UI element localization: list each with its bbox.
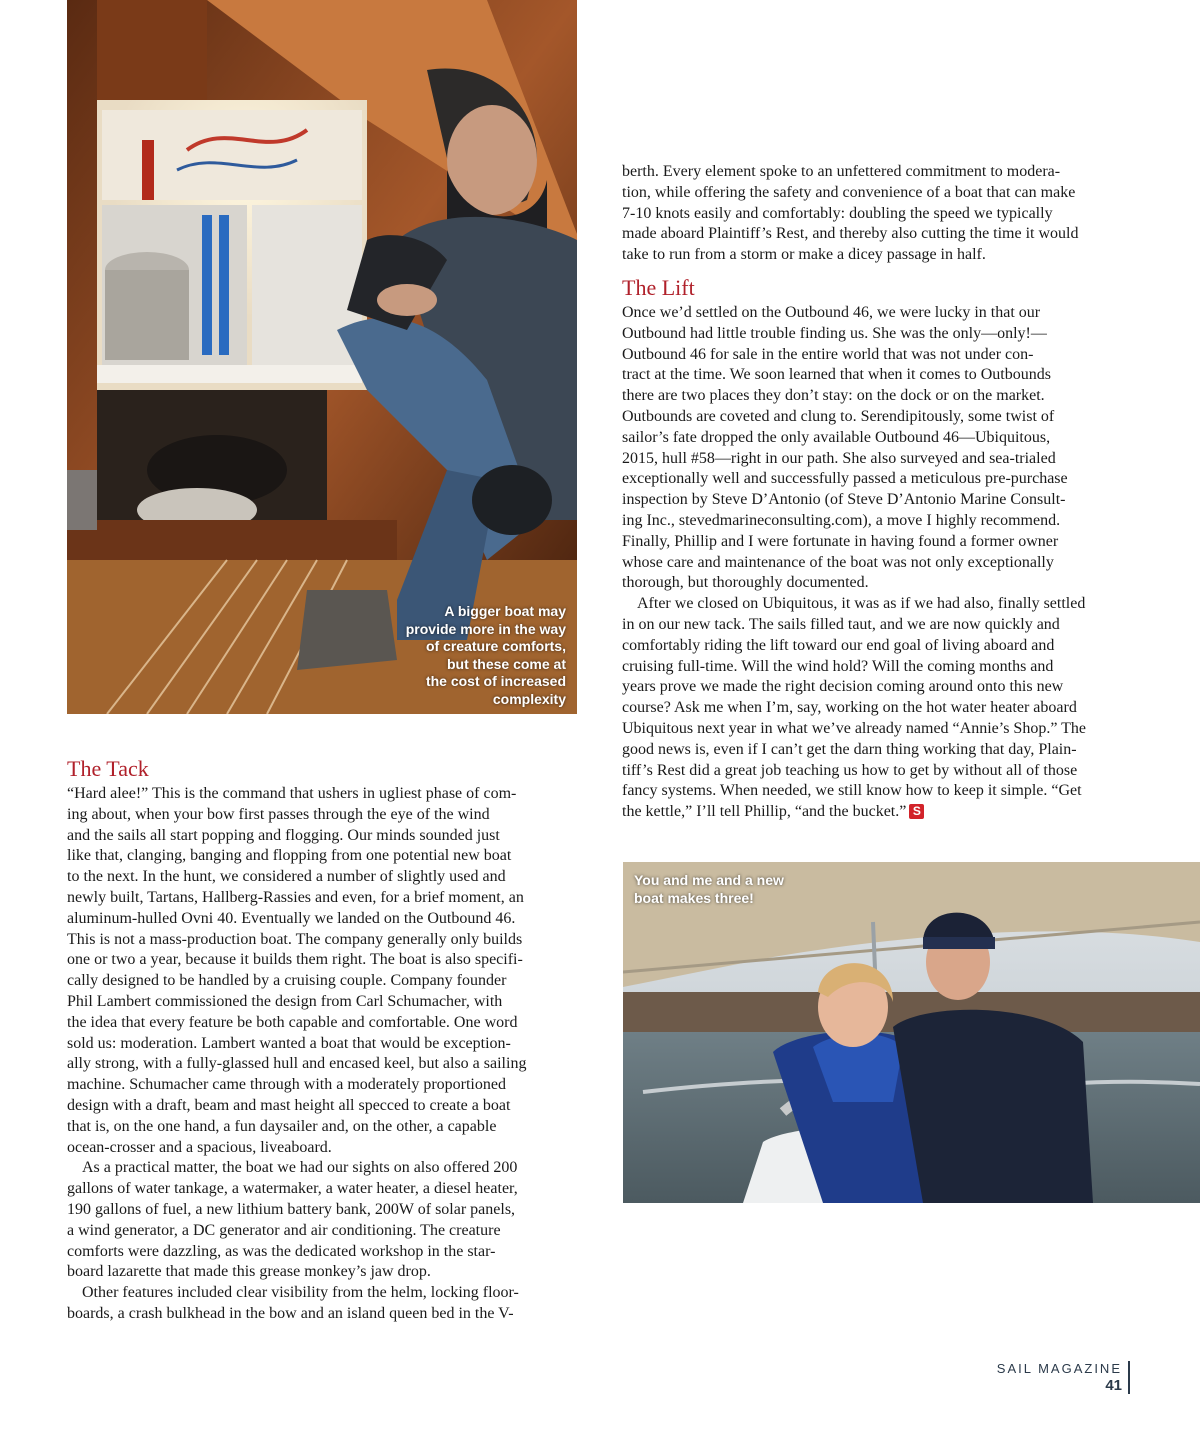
body-line: board lazarette that made this grease monkey’s jaw drop. [67,1263,431,1281]
body-line: ing Inc., stevedmarineconsulting.com), a move I highly recommend. [622,511,1061,529]
body-line: Ubiquitous next year in what we’ve already named “Annie’s Shop.” The [622,719,1087,737]
body-line: tion, while offering the safety and convenience of a boat that can make [622,183,1076,201]
page-folio [997,1361,1130,1394]
body-line: tiff’s Rest did a great job teaching us how to get by without all of those [622,761,1078,779]
body-line: one or two a year, because it builds them right. The boat is also specifi- [67,951,523,969]
body-line: Outbounds are coveted and clung to. Serendipitously, some twist of [622,407,1055,425]
caption-line: A bigger boat may [444,603,566,619]
body-line: As a practical matter, the boat we had our sights on also offered 200 [82,1159,518,1177]
body-line: comforts were dazzling, as was the dedicated workshop in the star- [67,1242,496,1260]
body-line: a wind generator, a DC generator and air conditioning. The creature [67,1221,501,1239]
body-line: Outbound 46 for sale in the entire world that was not under con- [622,345,1034,363]
body-line: there are two places they don’t stay: on the dock or on the market. [622,387,1045,405]
body-line: like that, clanging, banging and flopping from one potential new boat [67,847,512,865]
body-line: comfortably riding the lift toward our end goal of living aboard and [622,636,1055,654]
body-line: 2015, hull #58—right in our path. She also surveyed and sea-trialed [622,449,1056,467]
body-line: Phil Lambert commissioned the design from Carl Schumacher, with [67,992,503,1010]
body-line: “Hard alee!” This is the command that ushers in ugliest phase of com- [67,785,517,802]
body-line: exceptionally well and successfully passed a meticulous pre-purchase [622,470,1068,488]
caption-line: the cost of increased [425,673,566,689]
body-line: whose care and maintenance of the boat was not only exceptionally [622,553,1054,571]
body-line: that is, on the one hand, a fun daysailer and, on the other, a capable [67,1117,497,1135]
body-line: cally designed to be handled by a cruising couple. Company founder [67,972,507,990]
caption-line: but these come at [446,655,566,672]
page-number: 41 [1105,1377,1122,1394]
body-line: 7-10 knots easily and comfortably: doubling the speed we typically [622,204,1053,222]
body-line: Once we’d settled on the Outbound 46, we were lucky in that our [622,303,1041,321]
body-line: machine. Schumacher came through with a moderately proportioned [67,1076,506,1094]
body-line: inspection by Steve D’Antonio (of Steve D’Antonio Marine Consult- [622,491,1066,509]
section-heading-the-tack: The Tack [67,756,149,781]
body-line: cruising full-time. Will the wind hold? Will the coming months and [622,657,1054,675]
body-line: sold us: moderation. Lambert wanted a boat that would be exception- [67,1034,511,1052]
body-line: Outbound had little trouble finding us. She was the only—only!— [622,324,1047,342]
body-line: Finally, Phillip and I were fortunate in having found a former owner [622,532,1059,550]
end-of-article-icon: S [909,804,924,819]
body-line: to the next. In the hunt, we considered a number of slightly used and [67,868,506,886]
body-line: boards, a crash bulkhead in the bow and an island queen bed in the V- [67,1304,514,1322]
couple-photo-caption [634,872,784,907]
body-line: newly built, Tartans, Hallberg-Rassies and even, for a brief moment, an [67,888,524,906]
body-line: years prove we made the right decision coming around onto this new [622,678,1064,696]
engine-room-photo-caption [390,603,566,708]
body-line: course? Ask me when I’m, say, working on the hot water heater aboard [622,699,1077,717]
caption-line: boat makes three! [634,889,754,906]
magazine-name: SAIL MAGAZINE [996,1361,1122,1376]
caption-line: of creature comforts, [425,638,566,654]
body-line: Other features included clear visibility from the helm, locking floor- [82,1284,519,1302]
body-line: the idea that every feature be both capable and comfortable. One word [67,1013,518,1031]
couple-at-helm-photo [623,862,1200,1203]
body-line: thorough, but thoroughly documented. [622,574,869,592]
body-line: made aboard Plaintiff’s Rest, and thereby also cutting the time it would [622,225,1079,243]
body-line: design with a draft, beam and mast height all specced to create a boat [67,1096,511,1114]
body-line: gallons of water tankage, a watermaker, a water heater, a diesel heater, [67,1180,518,1198]
body-line: berth. Every element spoke to an unfettered commitment to modera- [622,163,1061,180]
body-line: ocean-crosser and a spacious, liveaboard. [67,1138,332,1156]
caption-line: complexity [492,690,566,707]
right-column [622,162,1142,823]
body-line: ing about, when your bow first passes through the eye of the wind [67,805,490,823]
body-line: in on our new tack. The sails filled taut, and we are now quickly and [622,615,1060,633]
body-line-last [622,802,1142,823]
body-line: and the sails all start popping and flogging. Our minds sounded just [67,826,500,844]
body-line-text: the kettle,” I’ll tell Phillip, “and the bucket.” [622,803,907,821]
caption-line: provide more in the way [405,620,566,637]
body-line: fancy systems. When needed, we still know how to keep it simple. “Get [622,782,1082,800]
caption-line: You and me and a new [634,872,784,888]
body-line: ally strong, with a fully-glassed hull and encased keel, but also a sailing [67,1055,527,1073]
body-line: This is not a mass-production boat. The company generally only builds [67,930,523,948]
left-column [67,757,577,1325]
body-line: aluminum-hulled Ovni 40. Eventually we landed on the Outbound 46. [67,909,516,927]
body-line: good news is, even if I can’t get the darn thing working that day, Plain- [622,740,1077,758]
body-line: 190 gallons of fuel, a new lithium battery bank, 200W of solar panels, [67,1200,516,1218]
body-line: sailor’s fate dropped the only available Outbound 46—Ubiquitous, [622,428,1051,446]
body-line: take to run from a storm or make a dicey passage in half. [622,246,986,264]
section-heading-the-lift: The Lift [622,274,695,300]
body-line: tract at the time. We soon learned that when it comes to Outbounds [622,366,1051,384]
body-line: After we closed on Ubiquitous, it was as if we had also, finally settled [637,595,1086,613]
